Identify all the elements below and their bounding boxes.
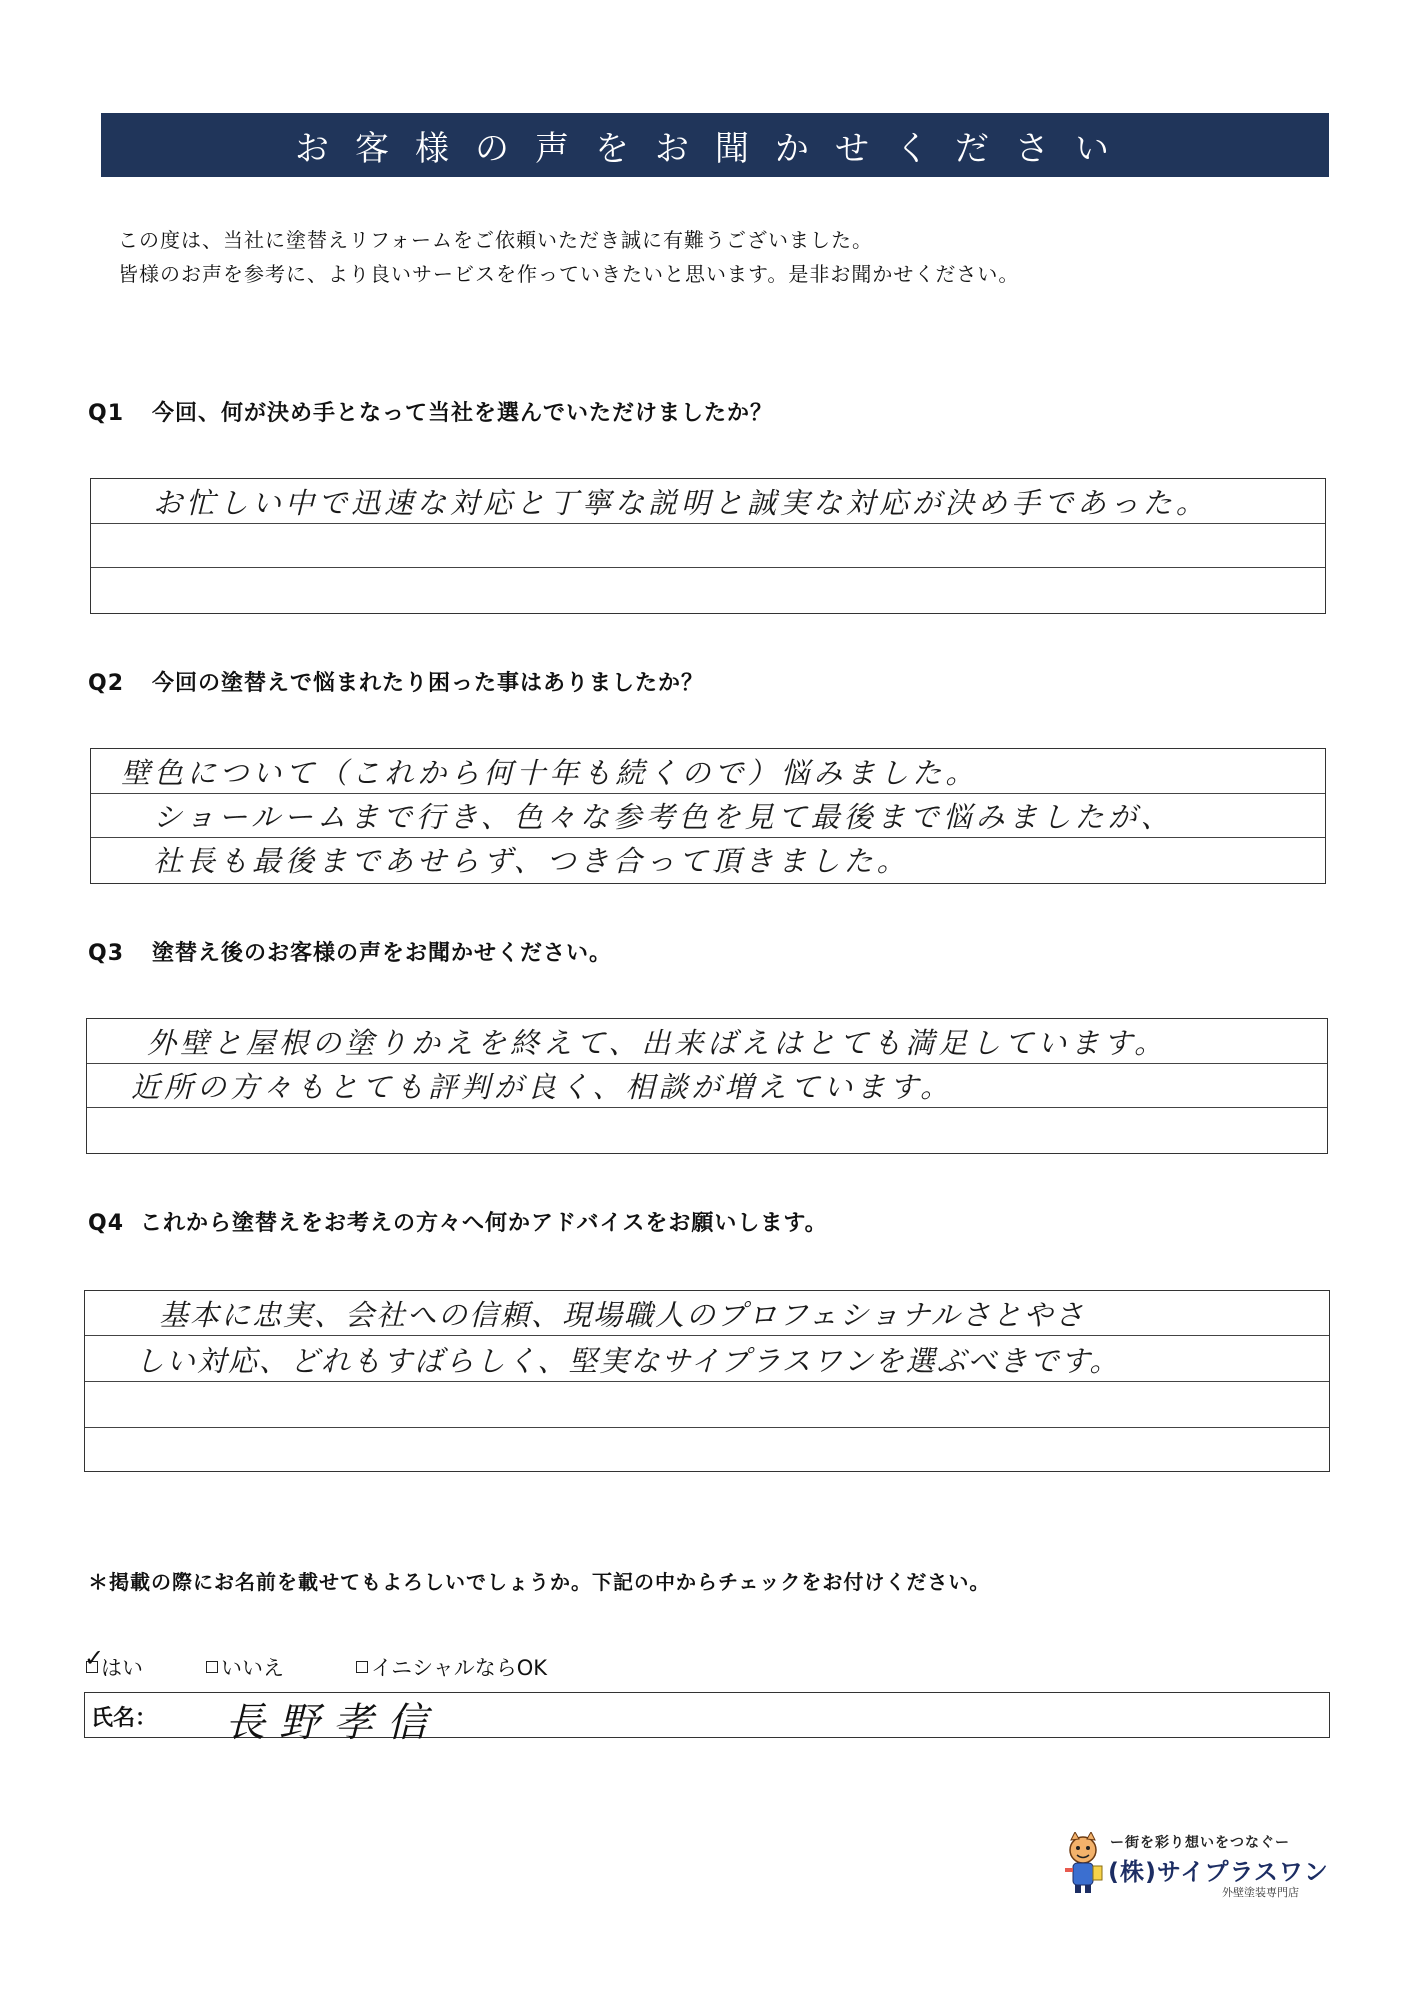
answer-box-4[interactable] [84, 1290, 1330, 1472]
name-field[interactable] [84, 1692, 1330, 1746]
question-1 [88, 396, 773, 427]
option-yes[interactable] [84, 1644, 143, 1682]
ruled-line [91, 567, 1325, 568]
question-text: 今回の塗替えで悩まれたり困った事はありましたか？ [152, 671, 705, 696]
checkbox[interactable] [356, 1661, 368, 1673]
ruled-line [85, 1427, 1329, 1428]
checkbox[interactable] [206, 1661, 218, 1673]
checkbox[interactable] [84, 1644, 105, 1673]
answer-text: 外壁と屋根の塗りかえを終えて、出来ばえはとても満足しています。 [147, 1026, 1168, 1060]
logo-subtitle: 外壁塗装専門店 [1222, 1886, 1299, 1899]
company-logo [1062, 1828, 1332, 1908]
answer-text: ショールームまで行き、色々な参考色を見て最後まで悩みましたが、 [153, 800, 1174, 834]
question-number: Q4 [88, 1211, 125, 1236]
page-title: お客様の声をお聞かせください [295, 128, 1135, 169]
intro-line-2: 皆様のお声を参考に、より良いサービスを作っていきたいと思います。是非お聞かせください。 [118, 262, 1020, 286]
question-number: Q3 [88, 941, 125, 966]
question-text: 今回、何が決め手となって当社を選んでいただけましたか？ [152, 401, 774, 426]
answer-text: お忙しい中で迅速な対応と丁寧な説明と誠実な対応が決め手であった。 [153, 486, 1209, 520]
answer-text: 基本に忠実、会社への信頼、現場職人のプロフェショナルさとやさ [159, 1298, 1086, 1332]
consent-note: ＊掲載の際にお名前を載せてもよろしいでしょうか。下記の中からチェックをお付けください。 [88, 1570, 991, 1594]
question-3 [88, 936, 612, 967]
question-number: Q1 [88, 401, 125, 426]
ruled-line [85, 1335, 1329, 1336]
ruled-line [85, 1381, 1329, 1382]
question-text: これから塗替えをお考えの方々へ何かアドバイスをお願いします。 [140, 1211, 828, 1236]
ruled-line [91, 523, 1325, 524]
option-initials[interactable] [356, 1652, 547, 1682]
check-mark-icon: ✓ [84, 1644, 105, 1672]
logo-company-name: (株)サイプラスワン [1108, 1858, 1329, 1886]
ruled-line [91, 793, 1325, 794]
answer-text: 社長も最後まであせらず、つき合って頂きました。 [153, 844, 910, 878]
ruled-line [91, 837, 1325, 838]
answer-box-2[interactable] [90, 748, 1326, 884]
intro-line-1: この度は、当社に塗替えリフォームをご依頼いただき誠に有難うございました。 [118, 228, 873, 252]
question-2 [88, 666, 704, 697]
header-bar [101, 113, 1329, 177]
answer-box-1[interactable] [90, 478, 1326, 614]
option-label: いいえ [221, 1656, 284, 1680]
ruled-line [87, 1107, 1327, 1108]
option-label: イニシャルならOK [371, 1656, 548, 1680]
option-label: はい [101, 1656, 143, 1680]
question-text: 塗替え後のお客様の声をお聞かせください。 [152, 941, 613, 966]
question-number: Q2 [88, 671, 125, 696]
mascot-icon [1062, 1832, 1104, 1894]
option-no[interactable] [206, 1652, 284, 1682]
answer-text: 近所の方々もとても評判が良く、相談が増えています。 [131, 1070, 954, 1104]
answer-box-3[interactable] [86, 1018, 1328, 1154]
answer-text: しい対応、どれもすばらしく、堅実なサイプラスワンを選ぶべきです。 [135, 1344, 1121, 1378]
logo-tagline: ー街を彩り想いをつなぐー [1110, 1835, 1290, 1851]
ruled-line [87, 1063, 1327, 1064]
answer-text: 壁色について（これから何十年も続くので）悩みました。 [121, 756, 979, 790]
name-label: 氏名： [91, 1706, 158, 1731]
question-4 [88, 1206, 828, 1237]
name-value: 長野孝信 [225, 1700, 441, 1746]
